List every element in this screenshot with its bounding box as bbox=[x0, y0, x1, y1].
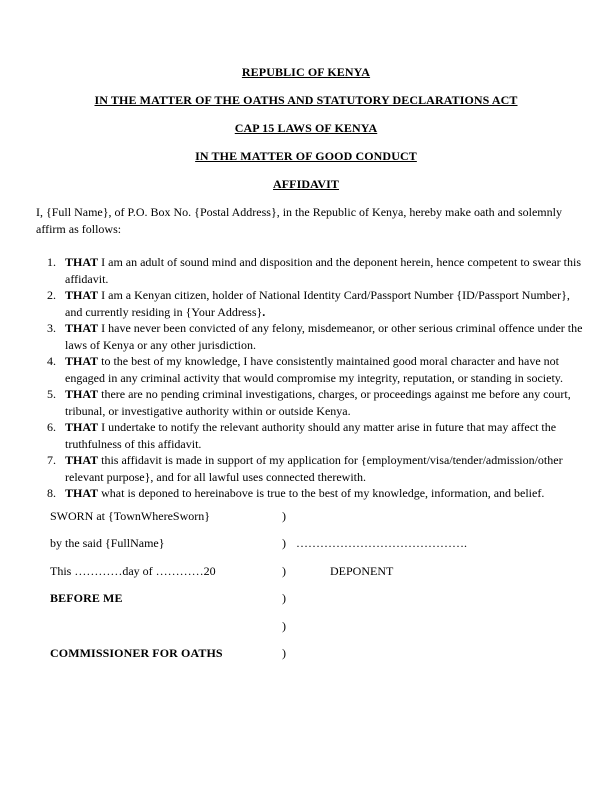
closing-paren: ) bbox=[282, 591, 286, 605]
clause-item-6 bbox=[47, 419, 584, 452]
heading-cap-15-laws-of-kenya: CAP 15 LAWS OF KENYA bbox=[234, 121, 378, 135]
deponent-label: DEPONENT bbox=[330, 563, 394, 578]
intro-paragraph: I, {Full Name}, of P.O. Box No. {Postal Address}, in the Republic of Kenya, hereby make oath and solemnly affirm as follows: bbox=[36, 205, 562, 236]
clause-text: I have never been convicted of any felony, misdemeanor, or other serious criminal offence under the laws of Kenya or any other jurisdiction. bbox=[65, 321, 583, 352]
clause-list bbox=[36, 254, 584, 502]
clause-that-keyword: THAT bbox=[65, 387, 99, 401]
clause-number: 4. bbox=[47, 354, 56, 368]
clause-text: I am an adult of sound mind and disposition and the deponent herein, hence competent to swear this affidavit. bbox=[65, 255, 582, 286]
clause-that-keyword: THAT bbox=[65, 420, 99, 434]
closing-paren: ) bbox=[282, 618, 286, 633]
clause-body bbox=[65, 419, 584, 452]
sworn-at-label: SWORN at {TownWhereSworn} bbox=[50, 508, 210, 523]
clause-body bbox=[65, 254, 584, 287]
closing-paren: ) bbox=[282, 536, 286, 550]
clause-text: there are no pending criminal investigations, charges, or proceedings against me before any court, tribunal, or investigative authority within or outside Kenya. bbox=[65, 387, 571, 418]
clause-number: 3. bbox=[47, 321, 56, 335]
clause-that-keyword: THAT bbox=[65, 453, 99, 467]
clause-number: 1. bbox=[47, 255, 56, 269]
clause-bold-period: . bbox=[262, 304, 266, 319]
clause-item-2 bbox=[47, 287, 584, 320]
clause-body bbox=[65, 320, 584, 353]
jurat-row-before-me bbox=[50, 590, 584, 607]
clause-body bbox=[65, 353, 584, 386]
closing-paren: ) bbox=[282, 646, 286, 660]
closing-paren: ) bbox=[282, 508, 286, 523]
jurat-row-blank bbox=[50, 618, 584, 635]
by-the-said-label: by the said {FullName} bbox=[50, 536, 165, 550]
clause-that-keyword: THAT bbox=[65, 321, 99, 335]
clause-text: this affidavit is made in support of my application for {employment/visa/tender/admission/other relevant purpose}, and for all lawful uses connected therewith. bbox=[65, 453, 563, 484]
jurat-block bbox=[36, 508, 584, 663]
clause-body bbox=[65, 287, 584, 320]
before-me-label: BEFORE ME bbox=[50, 591, 123, 605]
clause-text: to the best of my knowledge, I have consistently maintained good moral character and have not engaged in any criminal activity that would compromise my integrity, reputation, or standing in society. bbox=[65, 354, 563, 385]
blank-label bbox=[50, 618, 282, 635]
jurat-row-by-the-said bbox=[50, 535, 584, 552]
clause-number: 7. bbox=[47, 453, 56, 467]
jurat-row-commissioner bbox=[50, 645, 584, 662]
commissioner-for-oaths-label: COMMISSIONER FOR OATHS bbox=[50, 646, 223, 660]
clause-item-1 bbox=[47, 254, 584, 287]
clause-number: 6. bbox=[47, 420, 56, 434]
clause-body bbox=[65, 386, 584, 419]
clause-text: I undertake to notify the relevant authority should any matter arise in future that may affect the truthfulness of this affidavit. bbox=[65, 420, 557, 451]
heading-oaths-and-statutory-declarations-act: IN THE MATTER OF THE OATHS AND STATUTORY DECLARATIONS ACT bbox=[94, 93, 518, 107]
clause-item-4 bbox=[47, 353, 584, 386]
clause-number: 2. bbox=[47, 288, 56, 302]
jurat-row-day-of bbox=[50, 563, 584, 580]
clause-item-8 bbox=[47, 485, 584, 502]
clause-that-keyword: THAT bbox=[65, 354, 99, 368]
closing-paren: ) bbox=[282, 563, 286, 578]
clause-text: what is deponed to hereinabove is true to the best of my knowledge, information, and belief. bbox=[98, 486, 545, 500]
clause-item-5 bbox=[47, 386, 584, 419]
clause-item-3 bbox=[47, 320, 584, 353]
heading-in-the-matter-of-good-conduct: IN THE MATTER OF GOOD CONDUCT bbox=[195, 149, 417, 163]
clause-number: 5. bbox=[47, 387, 56, 401]
clause-item-7 bbox=[47, 452, 584, 485]
clause-body bbox=[65, 485, 584, 502]
heading-affidavit-title: AFFIDAVIT bbox=[272, 177, 340, 191]
clause-that-keyword: THAT bbox=[65, 255, 99, 269]
clause-text: I am a Kenyan citizen, holder of National Identity Card/Passport Number {ID/Passport Number}, and currently residing in {Your Address} bbox=[65, 288, 570, 319]
clause-that-keyword: THAT bbox=[65, 486, 99, 500]
clause-number: 8. bbox=[47, 486, 56, 500]
day-of-label: This …………day of …………20 bbox=[50, 563, 216, 578]
jurat-row-sworn-at bbox=[50, 508, 584, 525]
clause-that-keyword: THAT bbox=[65, 288, 99, 302]
clause-body bbox=[65, 452, 584, 485]
document-headings bbox=[0, 64, 612, 193]
signature-dotted-line: ……………………………………. bbox=[296, 536, 467, 550]
heading-republic-of-kenya: REPUBLIC OF KENYA bbox=[241, 65, 371, 79]
